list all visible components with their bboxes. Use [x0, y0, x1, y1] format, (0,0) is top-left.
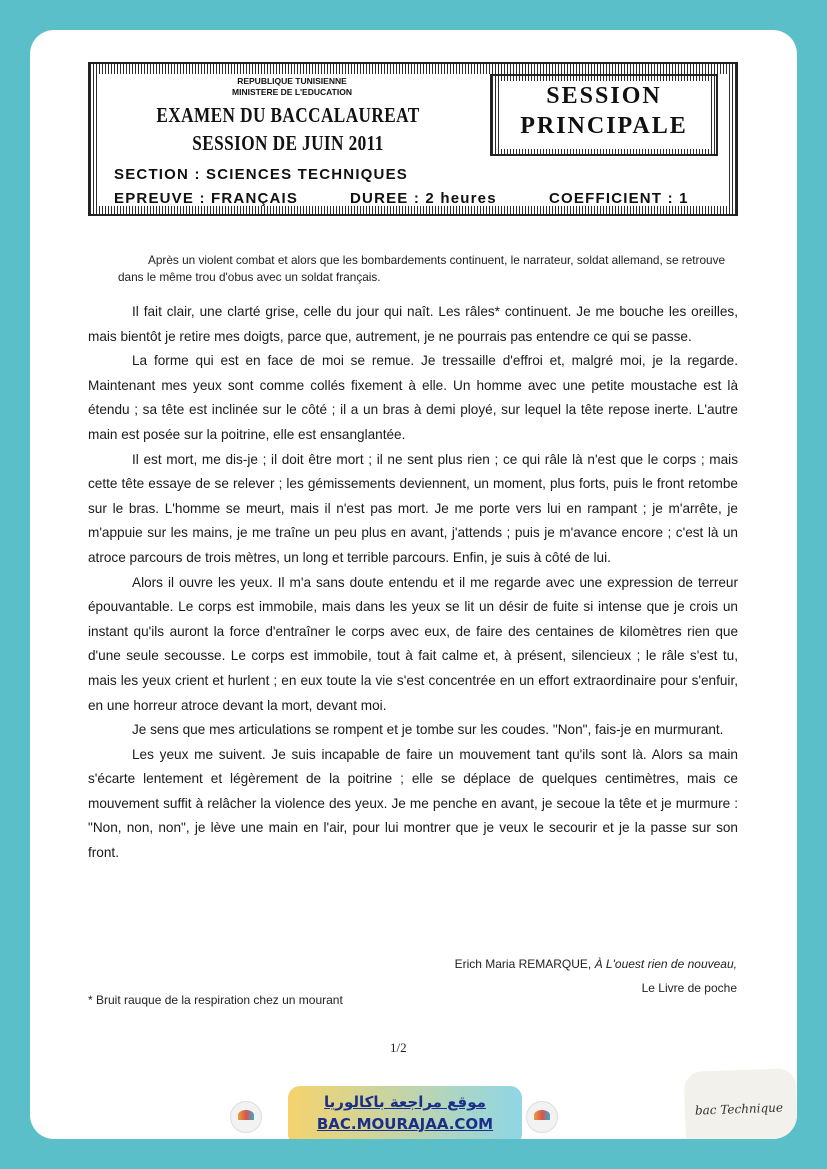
paragraph: Il est mort, me dis-je ; il doit être mort ; il ne sent plus rien ; ce qui râle là n'est que le corps ; mais cette tête essaye de se relever ; les gémissements deviennent, un moment, plus forts, puis le front retombe sur le bras. L'homme se meurt, mais il n'est pas mort. Je me porte vers lui en rampant ; je m'arrête, je m'appuie sur les mains, je me traîne un peu plus en avant, j'attends ; puis je m'avance encore ; c'est là un atroce parcours de trois mètres, un long et terrible parcours. Enfin, je suis à côté de lui.: [88, 451, 738, 565]
banner-url-link[interactable]: BAC.MOURAJAA.COM: [316, 1115, 494, 1133]
source-title: À L'ouest rien de nouveau,: [594, 957, 737, 971]
main-text: [88, 300, 738, 866]
section-label: SECTION : SCIENCES TECHNIQUES: [114, 166, 408, 183]
page-number: 1/2: [390, 1040, 407, 1055]
source-author: Erich Maria REMARQUE,: [454, 957, 595, 971]
badge-text: bac Technique: [694, 1100, 784, 1118]
bac-technique-badge: [684, 1068, 797, 1139]
duree-label: DUREE : 2 heures: [350, 190, 497, 207]
session-date: SESSION DE JUIN 2011: [192, 131, 384, 155]
ministry-label: MINISTERE DE L'EDUCATION: [232, 87, 352, 97]
session-type-line1: SESSION: [546, 83, 662, 109]
site-logo-icon: [230, 1101, 262, 1133]
coefficient-label: COEFFICIENT : 1: [549, 190, 689, 207]
site-banner[interactable]: [288, 1086, 522, 1139]
source-citation: [455, 952, 737, 1000]
exam-page: [30, 30, 797, 1139]
site-logo-icon: [526, 1101, 558, 1133]
session-type-box: [490, 74, 718, 156]
session-type-line2: PRINCIPALE: [520, 113, 688, 139]
paragraph: Il fait clair, une clarté grise, celle du jour qui naît. Les râles* continuent. Je me bouche les oreilles, mais bientôt je retire mes doigts, parce que, autrement, je ne pourrais pas entendre ce qui se passe.: [88, 304, 738, 344]
exam-header: [88, 62, 738, 216]
banner-arabic-link[interactable]: موقع مراجعة باكالوريا: [324, 1093, 486, 1111]
exam-title: EXAMEN DU BACCALAUREAT: [156, 103, 420, 127]
exam-title-block: [132, 101, 444, 157]
footnote: * Bruit rauque de la respiration chez un mourant: [88, 993, 343, 1007]
intro-text: Après un violent combat et alors que les bombardements continuent, le narrateur, soldat allemand, se retrouve dans le même trou d'obus avec un soldat français.: [118, 253, 726, 284]
source-publisher: Le Livre de poche: [641, 981, 737, 995]
republic-label: REPUBLIQUE TUNISIENNE: [237, 76, 347, 86]
paragraph: La forme qui est en face de moi se remue. Je tressaille d'effroi et, malgré moi, je la regarde. Maintenant mes yeux sont comme collés fixement à elle. Un homme avec une petite moustache est là étendu ; sa tête est inclinée sur le côté ; il a un bras à demi ployé, sur lequel la tête repose inerte. L'autre main est posée sur la poitrine, elle est ensanglantée.: [88, 353, 738, 442]
paragraph: Je sens que mes articulations se rompent et je tombe sur les coudes. "Non", fais-je en murmurant.: [132, 722, 724, 738]
paragraph: Alors il ouvre les yeux. Il m'a sans doute entendu et il me regarde avec une expression de terreur épouvantable. Le corps est immobile, mais dans les yeux se lit un désir de fuite si intense que je crois un instant qu'ils auront la force d'entraîner le corps avec eux, de faire des centaines de kilomètres rien que d'une seule secousse. Le corps est immobile, tout à fait calme et, à présent, silencieux ; le râle s'est tu, mais les yeux crient et hurlent ; en eux toute la vie s'est concentrée en un effort extraordinaire pour s'enfuir, en une horreur atroce devant la mort, devant moi.: [88, 574, 738, 713]
republic-ministry-block: [218, 76, 366, 98]
paragraph: Les yeux me suivent. Je suis incapable de faire un mouvement tant qu'ils sont là. Alors sa main s'écarte lentement et légèrement de la poitrine ; elle se déplace de quelques centimètres, mais ce mouvement suffit à relâcher la violence des yeux. Je me penche en avant, je secoue la tête et je murmure : "Non, non, non", je lève une main en l'air, pour lui montrer que je veux le secourir et je la passe sur son front.: [88, 746, 738, 861]
epreuve-label: EPREUVE : FRANÇAIS: [114, 190, 299, 207]
